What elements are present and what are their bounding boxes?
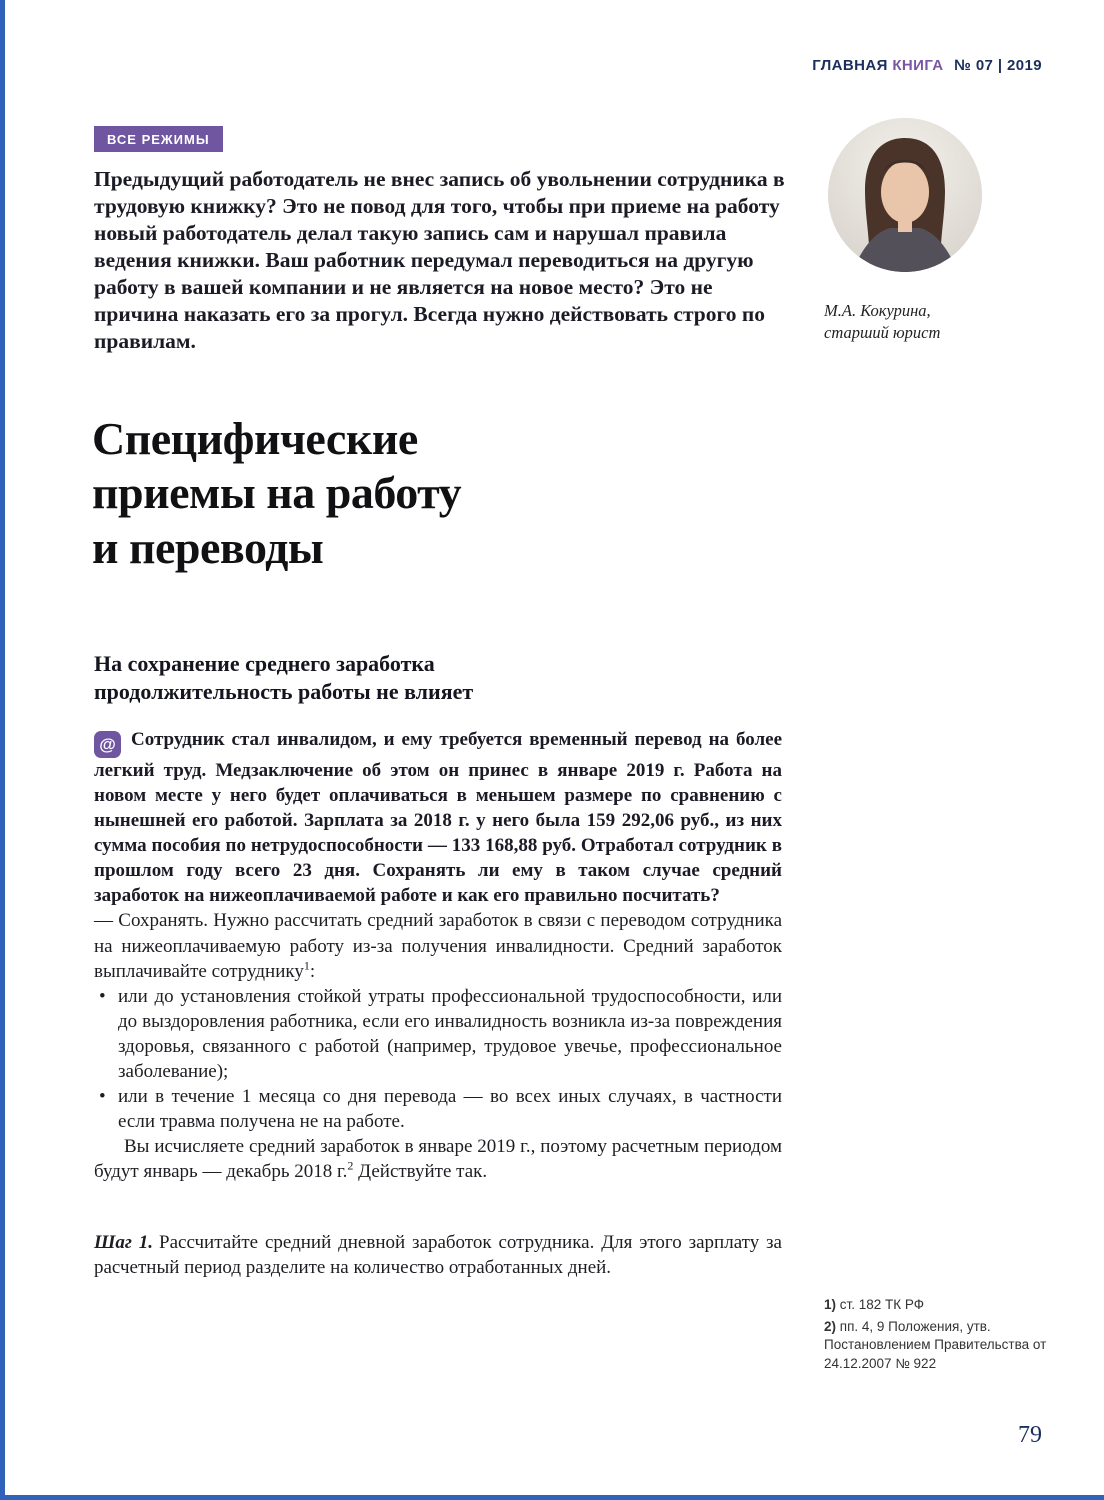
author-caption bbox=[824, 300, 1044, 344]
magazine-header bbox=[812, 57, 1042, 74]
step-paragraph bbox=[94, 1230, 782, 1280]
section-heading bbox=[94, 650, 473, 705]
article-title-line1: Специфические bbox=[92, 413, 418, 464]
article-title bbox=[92, 412, 461, 575]
bullet-marker: • bbox=[99, 1086, 106, 1108]
step-label: Шаг 1. bbox=[94, 1232, 154, 1254]
step-text: Рассчитайте средний дневной заработок сотрудника. Для этого зарплату за расчетный период разделите на количество отработанных дней. bbox=[94, 1232, 782, 1279]
bullet-list bbox=[94, 984, 782, 1134]
brand-main: ГЛАВНАЯ bbox=[812, 57, 888, 74]
footnote-text: ст. 182 ТК РФ bbox=[839, 1297, 924, 1312]
answer-tail: : bbox=[309, 960, 316, 982]
bullet-item bbox=[94, 1084, 782, 1134]
article-title-line3: и переводы bbox=[92, 521, 324, 573]
bullet-marker: • bbox=[99, 985, 106, 1007]
closing-text: Вы исчисляете средний заработок в январе 2019 г., поэтому расчетным периодом будут январь — декабрь 2018 г. bbox=[94, 1136, 782, 1183]
answer-paragraph bbox=[94, 908, 782, 983]
answer-text: — Сохранять. Нужно рассчитать средний заработок в связи с переводом сотрудника на нижеоплачиваемую работу из-за получения инвалидности. Средний заработок выплачивайте сотруднику bbox=[94, 910, 782, 982]
bottom-page-border bbox=[0, 1495, 1104, 1500]
author-name: М.А. Кокурина, bbox=[824, 301, 931, 320]
author-title: старший юрист bbox=[824, 322, 941, 342]
footnote-ref-1: 1 bbox=[303, 958, 310, 973]
section-heading-line2: продолжительность работы не влияет bbox=[94, 678, 474, 704]
issue-number: № 07 | 2019 bbox=[954, 57, 1042, 74]
bullet-text: или в течение 1 месяца со дня перевода — во всех иных случаях, в частности если травма получена не на работе. bbox=[118, 1086, 782, 1133]
closing-tail: Действуйте так. bbox=[353, 1161, 488, 1183]
footnote-item bbox=[824, 1318, 1052, 1374]
reader-question-icon: @ bbox=[94, 731, 121, 758]
closing-paragraph bbox=[94, 1134, 782, 1184]
footnote-label: 2) bbox=[824, 1318, 837, 1334]
bullet-item bbox=[94, 984, 782, 1084]
article-body bbox=[94, 727, 782, 1280]
question-text: Сотрудник стал инвалидом, и ему требуется временный перевод на более легкий труд. Медзаключение об этом он принес в январе 2019 г. Работа на новом месте у него будет оплачиваться в меньшем размере по сравнению с нынешней его работой. Зарплата за 2018 г. у него была 159 292,06 руб., из них сумма пособия по нетрудоспособности — 133 168,88 руб. Отработал сотрудник в прошлом году всего 23 дня. Сохранять ли ему в таком случае средний заработок на нижеоплачиваемой работе и как его правильно посчитать? bbox=[94, 729, 782, 907]
article-title-line2: приемы на работу bbox=[92, 467, 462, 519]
brand-accent: КНИГА bbox=[892, 57, 944, 74]
bullet-text: или до установления стойкой утраты профессиональной трудоспособности, или до выздоровления работника, если его инвалидность возникла из-за повреждения здоровья, связанного с работой (например, трудовое увечье, профессиональное заболевание); bbox=[118, 985, 782, 1082]
author-photo bbox=[828, 118, 982, 272]
footnote-label: 1) bbox=[824, 1297, 837, 1312]
footnote-text: пп. 4, 9 Положения, утв. Постановлением Правительства от 24.12.2007 № 922 bbox=[824, 1318, 1047, 1371]
section-heading-line1: На сохранение среднего заработка bbox=[94, 651, 435, 676]
footnote-ref-2: 2 bbox=[347, 1158, 354, 1173]
regime-badge: ВСЕ РЕЖИМЫ bbox=[94, 126, 223, 152]
left-page-border bbox=[0, 0, 5, 1500]
woman-portrait-icon bbox=[828, 118, 982, 272]
question-paragraph bbox=[94, 727, 782, 908]
footnotes bbox=[824, 1296, 1052, 1377]
lede-paragraph: Предыдущий работодатель не внес запись об увольнении сотрудника в трудовую книжку? Это не повод для того, чтобы при приеме на работу новый работодатель делал такую запись сам и нарушал правила ведения книжки. Ваш работник передумал переводиться на другую работу в вашей компании и не является на новое место? Это не причина наказать его за прогул. Всегда нужно действовать строго по правилам. bbox=[94, 167, 785, 354]
footnote-item bbox=[824, 1296, 1052, 1315]
page-number: 79 bbox=[1018, 1422, 1042, 1448]
